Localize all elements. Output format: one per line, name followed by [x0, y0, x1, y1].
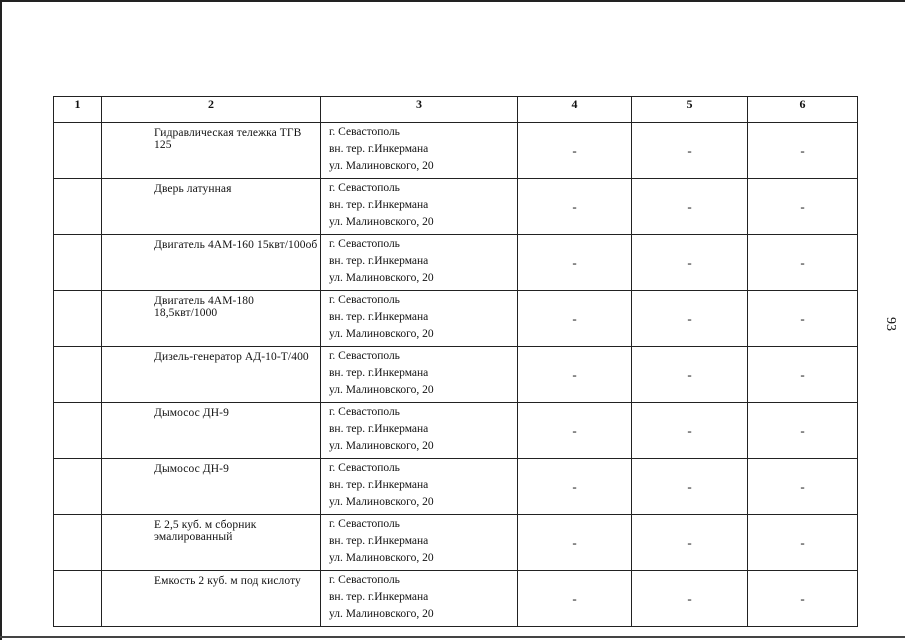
cell-col6: -	[748, 235, 858, 291]
cell-col5: -	[632, 515, 748, 571]
cell-col5: -	[632, 347, 748, 403]
cell-col4: -	[518, 347, 632, 403]
address-territory: вн. тер. г.Инкермана	[329, 591, 429, 603]
table-body	[54, 123, 858, 627]
address-territory: вн. тер. г.Инкермана	[329, 479, 429, 491]
cell-col6: -	[748, 459, 858, 515]
scan-border-bottom	[0, 636, 905, 638]
cell-address	[321, 123, 518, 179]
cell-number	[54, 291, 102, 347]
address-street: ул. Малиновского, 20	[329, 160, 434, 172]
cell-number	[54, 179, 102, 235]
cell-col6: -	[748, 123, 858, 179]
address-street: ул. Малиновского, 20	[329, 552, 434, 564]
cell-col4: -	[518, 515, 632, 571]
cell-col4: -	[518, 459, 632, 515]
address-city: г. Севастополь	[329, 574, 400, 586]
table-row	[54, 179, 858, 235]
address-territory: вн. тер. г.Инкермана	[329, 311, 429, 323]
cell-col5: -	[632, 459, 748, 515]
column-header-6: 6	[748, 97, 858, 123]
address-territory: вн. тер. г.Инкермана	[329, 535, 429, 547]
address-city: г. Севастополь	[329, 182, 400, 194]
table-row	[54, 403, 858, 459]
address-territory: вн. тер. г.Инкермана	[329, 255, 429, 267]
address-territory: вн. тер. г.Инкермана	[329, 423, 429, 435]
cell-col6: -	[748, 179, 858, 235]
cell-address	[321, 179, 518, 235]
cell-col6: -	[748, 347, 858, 403]
cell-col4: -	[518, 571, 632, 627]
cell-col4: -	[518, 403, 632, 459]
address-street: ул. Малиновского, 20	[329, 440, 434, 452]
cell-item-name: Дизель-генератор АД-10-Т/400	[102, 347, 321, 403]
cell-number	[54, 403, 102, 459]
cell-item-name: Е 2,5 куб. м сборник эмалированный	[102, 515, 321, 571]
cell-number	[54, 123, 102, 179]
address-street: ул. Малиновского, 20	[329, 328, 434, 340]
address-territory: вн. тер. г.Инкермана	[329, 367, 429, 379]
address-city: г. Севастополь	[329, 126, 400, 138]
cell-item-name: Дымосос ДН-9	[102, 459, 321, 515]
cell-address	[321, 571, 518, 627]
column-header-1: 1	[54, 97, 102, 123]
cell-address	[321, 291, 518, 347]
column-header-2: 2	[102, 97, 321, 123]
cell-col6: -	[748, 291, 858, 347]
cell-address	[321, 403, 518, 459]
scan-border-top	[0, 0, 905, 2]
address-street: ул. Малиновского, 20	[329, 496, 434, 508]
address-street: ул. Малиновского, 20	[329, 384, 434, 396]
address-city: г. Севастополь	[329, 406, 400, 418]
column-header-5: 5	[632, 97, 748, 123]
address-city: г. Севастополь	[329, 518, 400, 530]
cell-address	[321, 347, 518, 403]
table-row	[54, 515, 858, 571]
address-city: г. Севастополь	[329, 238, 400, 250]
cell-col4: -	[518, 235, 632, 291]
table-row	[54, 459, 858, 515]
cell-col6: -	[748, 571, 858, 627]
cell-number	[54, 571, 102, 627]
cell-address	[321, 515, 518, 571]
cell-col4: -	[518, 291, 632, 347]
cell-number	[54, 459, 102, 515]
cell-col6: -	[748, 515, 858, 571]
cell-item-name: Двигатель 4АМ-160 15квт/100об	[102, 235, 321, 291]
cell-col5: -	[632, 179, 748, 235]
address-city: г. Севастополь	[329, 462, 400, 474]
address-territory: вн. тер. г.Инкермана	[329, 143, 429, 155]
scan-border-left	[0, 0, 2, 640]
cell-item-name: Емкость 2 куб. м под кислоту	[102, 571, 321, 627]
cell-address	[321, 459, 518, 515]
cell-item-name: Дверь латунная	[102, 179, 321, 235]
column-header-4: 4	[518, 97, 632, 123]
address-street: ул. Малиновского, 20	[329, 216, 434, 228]
cell-col5: -	[632, 571, 748, 627]
cell-item-name: Дымосос ДН-9	[102, 403, 321, 459]
cell-number	[54, 515, 102, 571]
cell-number	[54, 235, 102, 291]
table-row	[54, 347, 858, 403]
table-row	[54, 235, 858, 291]
cell-col5: -	[632, 403, 748, 459]
cell-item-name: Гидравлическая тележка ТГВ 125	[102, 123, 321, 179]
cell-col5: -	[632, 123, 748, 179]
cell-item-name: Двигатель 4АМ-180 18,5квт/1000	[102, 291, 321, 347]
cell-col5: -	[632, 235, 748, 291]
address-street: ул. Малиновского, 20	[329, 272, 434, 284]
column-header-3: 3	[321, 97, 518, 123]
address-street: ул. Малиновского, 20	[329, 608, 434, 620]
address-city: г. Севастополь	[329, 294, 400, 306]
address-city: г. Севастополь	[329, 350, 400, 362]
cell-col4: -	[518, 123, 632, 179]
page-number: 93	[883, 317, 898, 331]
cell-col6: -	[748, 403, 858, 459]
table-row	[54, 291, 858, 347]
table-row	[54, 123, 858, 179]
cell-col5: -	[632, 291, 748, 347]
cell-number	[54, 347, 102, 403]
table-row	[54, 571, 858, 627]
inventory-table	[53, 96, 858, 627]
cell-address	[321, 235, 518, 291]
cell-col4: -	[518, 179, 632, 235]
header-row	[54, 97, 858, 123]
address-territory: вн. тер. г.Инкермана	[329, 199, 429, 211]
